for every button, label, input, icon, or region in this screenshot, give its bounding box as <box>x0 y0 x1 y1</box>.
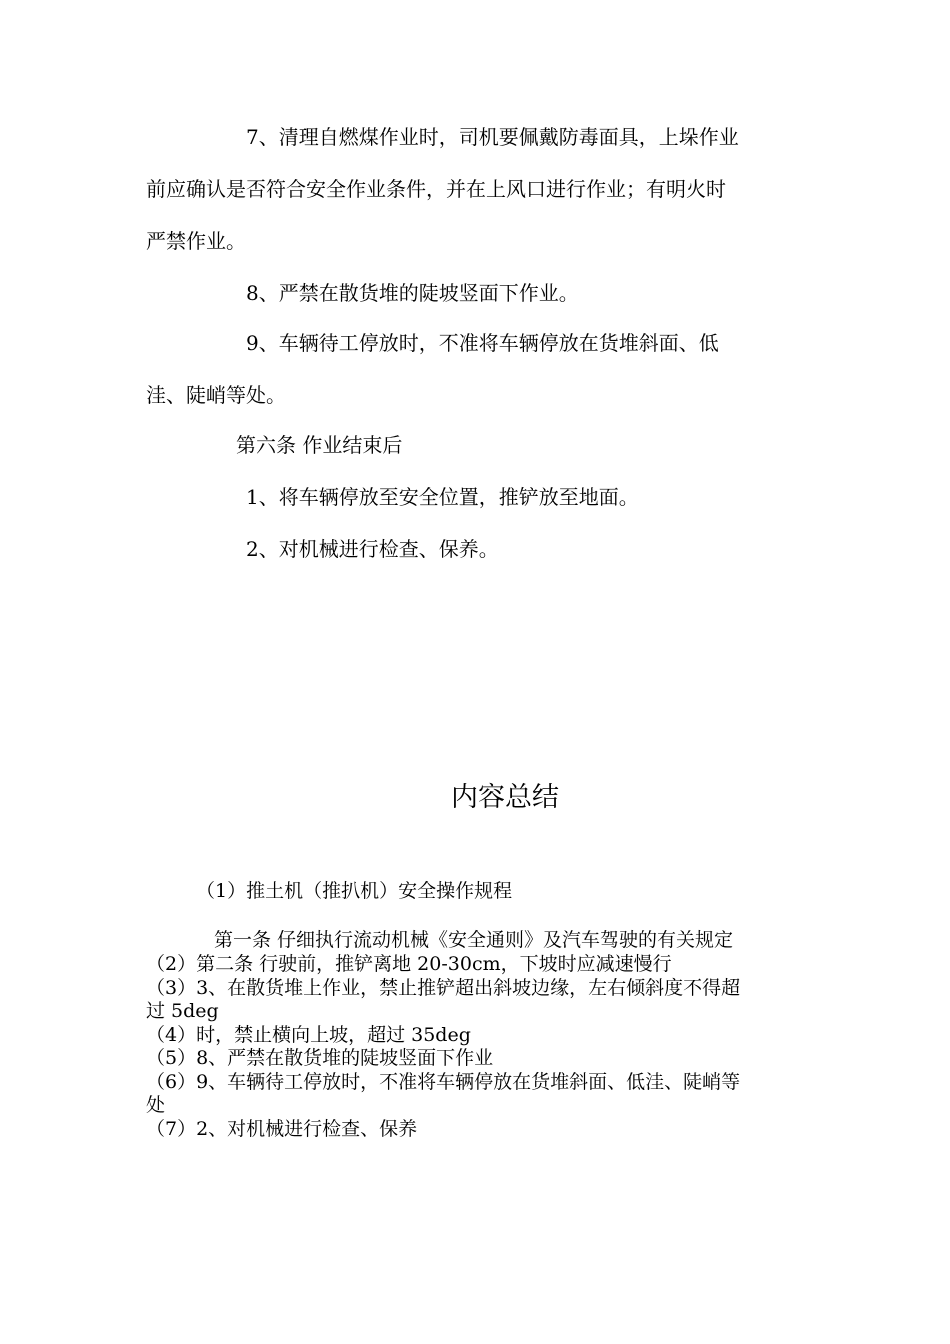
paragraph-9-line-1: 9、车辆待工停放时，不准将车辆停放在货堆斜面、低 <box>246 331 719 355</box>
summary-item-1: （1）推土机（推扒机）安全操作规程 <box>196 880 513 902</box>
article-6-item-2: 2、对机械进行检查、保养。 <box>246 537 499 561</box>
summary-item-5: （5）8、严禁在散货堆的陡坡竖面下作业 <box>146 1047 494 1069</box>
paragraph-7-line-1: 7、清理自燃煤作业时，司机要佩戴防毒面具，上垛作业 <box>246 125 739 149</box>
paragraph-7-line-3: 严禁作业。 <box>146 229 246 253</box>
summary-item-1-sub: 第一条 仔细执行流动机械《安全通则》及汽车驾驶的有关规定 <box>214 929 734 951</box>
summary-item-3-line-2: 过 5deg <box>146 1000 219 1022</box>
summary-item-6-line-2: 处 <box>146 1094 166 1116</box>
paragraph-7-line-2: 前应确认是否符合安全作业条件，并在上风口进行作业；有明火时 <box>146 177 726 201</box>
paragraph-9-line-2: 洼、陡峭等处。 <box>146 383 286 407</box>
summary-item-2: （2）第二条 行驶前，推铲离地 20-30cm，下坡时应减速慢行 <box>146 953 672 975</box>
article-6-item-1: 1、将车辆停放至安全位置，推铲放至地面。 <box>246 485 639 509</box>
summary-item-4: （4）时，禁止横向上坡，超过 35deg <box>146 1024 471 1046</box>
summary-item-7: （7）2、对机械进行检查、保养 <box>146 1118 418 1140</box>
article-6-heading: 第六条 作业结束后 <box>236 433 403 457</box>
summary-item-3-line-1: （3）3、在散货堆上作业，禁止推铲超出斜坡边缘，左右倾斜度不得超 <box>146 977 741 999</box>
summary-title: 内容总结 <box>451 782 559 813</box>
paragraph-8: 8、严禁在散货堆的陡坡竖面下作业。 <box>246 281 579 305</box>
summary-item-6-line-1: （6）9、车辆待工停放时，不准将车辆停放在货堆斜面、低洼、陡峭等 <box>146 1071 741 1093</box>
